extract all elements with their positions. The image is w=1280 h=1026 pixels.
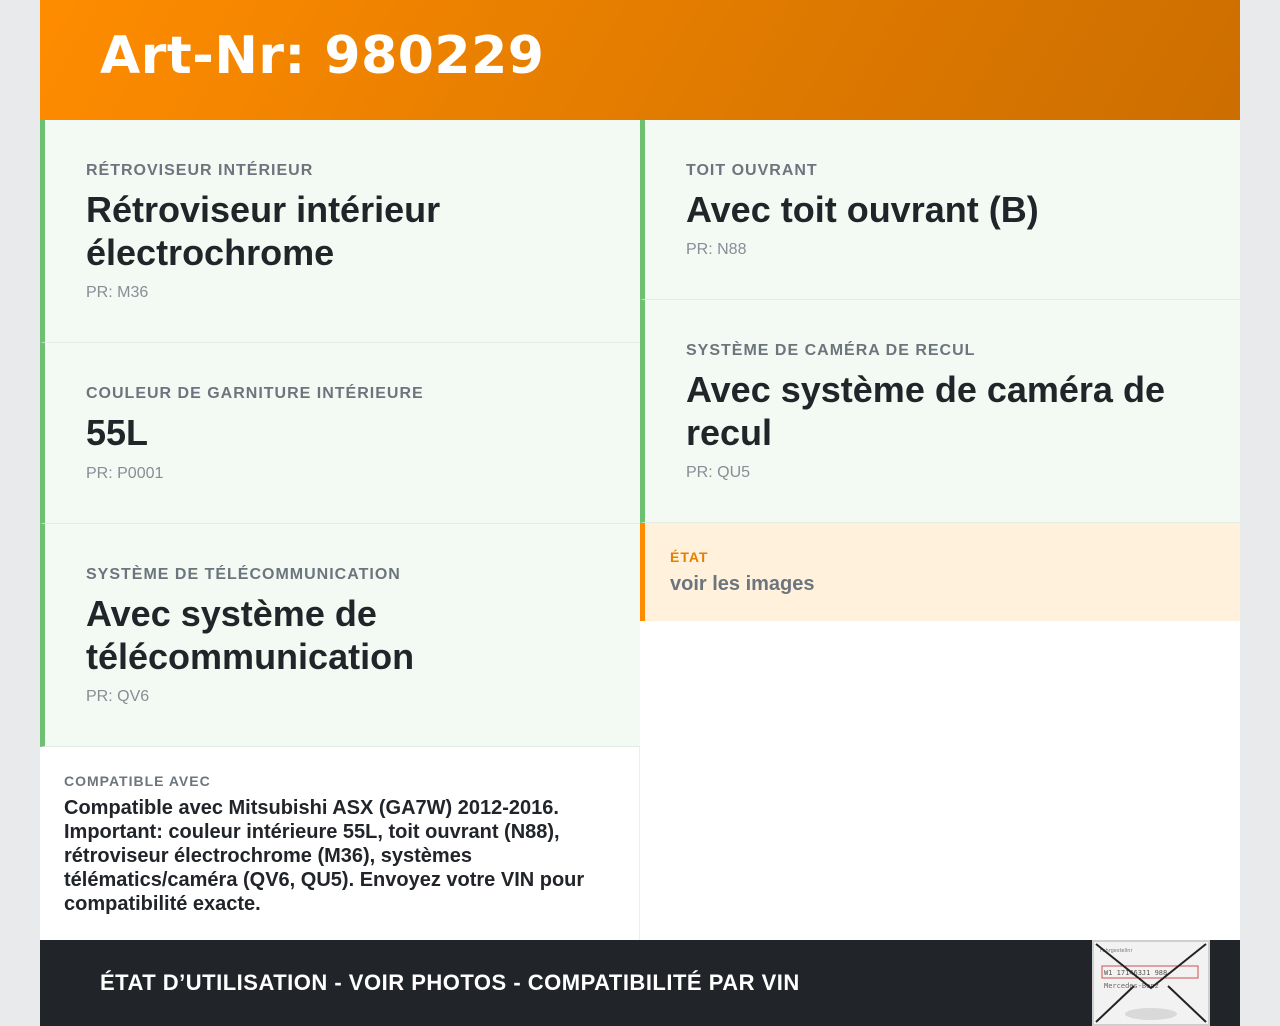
spec-value: Avec système de télécommunication: [86, 593, 415, 677]
spec-value: Avec système de caméra de recul: [686, 369, 1165, 453]
footer-bar: [40, 940, 1240, 1026]
product-sheet: [40, 0, 1240, 1026]
compatibility-label: COMPATIBLE AVEC: [64, 773, 211, 789]
spec-value: Avec toit ouvrant (B): [686, 189, 1039, 230]
plate-vin-code: W1 171463J1 988: [1104, 969, 1168, 977]
state-label: ÉTAT: [670, 549, 709, 565]
spec-label: SYSTÈME DE TÉLÉCOMMUNICATION: [86, 566, 401, 583]
compatibility-section: [40, 747, 640, 940]
state-card: [640, 523, 1240, 621]
spec-card-retroviseur: [40, 120, 640, 343]
header-bar: [40, 0, 1240, 120]
spec-value: Rétroviseur intérieur électrochrome: [86, 189, 441, 273]
article-number-title: Art-Nr: 980229: [100, 26, 545, 86]
spec-pr-code: PR: M36: [86, 284, 149, 301]
spec-label: RÉTROVISEUR INTÉRIEUR: [86, 162, 314, 179]
spec-label: TOIT OUVRANT: [686, 162, 818, 179]
vin-plate-thumbnail[interactable]: [1092, 940, 1210, 1026]
spec-card-camera: [640, 300, 1240, 523]
spec-card-telecom: [40, 524, 640, 747]
spec-value: 55L: [86, 412, 149, 453]
footer-text: ÉTAT D’UTILISATION - VOIR PHOTOS - COMPATIBILITÉ PAR VIN: [100, 970, 800, 995]
spec-pr-code: PR: P0001: [86, 465, 164, 482]
spec-pr-code: PR: QV6: [86, 688, 150, 705]
plate-brand: Mercedes-Benz: [1104, 982, 1159, 990]
spec-card-couleur: [40, 343, 640, 524]
envelope-icon: [1094, 942, 1208, 1024]
spec-pr-code: PR: N88: [686, 241, 747, 258]
spec-card-toit: [640, 120, 1240, 300]
spec-pr-code: PR: QU5: [686, 464, 751, 481]
compatibility-text: Compatible avec Mitsubishi ASX (GA7W) 2012-2016. Important: couleur intérieure 55L, toit ouvrant (N88), rétroviseur électrochrome (M36), systèmes télématics/caméra (QV6, QU5). Envoyez votre VIN pour compatibilité exacte.: [64, 797, 585, 915]
state-value: voir les images: [670, 573, 815, 595]
plate-caption: Fahrgestellnr: [1100, 948, 1133, 954]
spec-label: SYSTÈME DE CAMÉRA DE RECUL: [686, 342, 976, 359]
spec-label: COULEUR DE GARNITURE INTÉRIEURE: [86, 385, 424, 402]
